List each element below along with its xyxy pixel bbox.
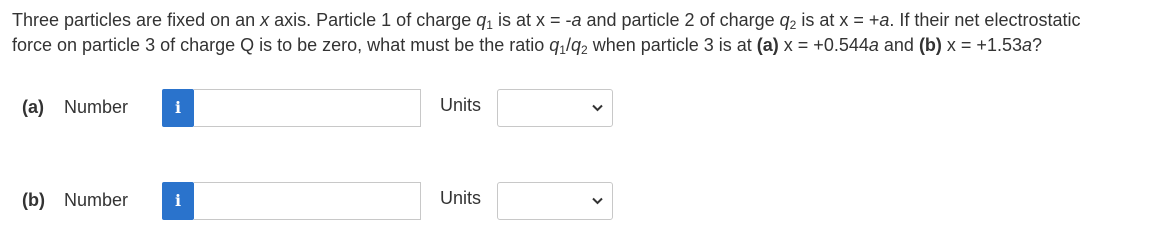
part-label-a: (a) bbox=[22, 97, 44, 117]
answer-row-a bbox=[0, 87, 1157, 129]
units-label-b: Units bbox=[440, 188, 482, 208]
number-input-a[interactable] bbox=[194, 89, 421, 127]
units-label-a: Units bbox=[440, 95, 482, 115]
units-select-a[interactable] bbox=[497, 89, 613, 127]
answer-row-b bbox=[0, 180, 1157, 222]
number-label-b: Number bbox=[64, 190, 129, 210]
units-select-b[interactable] bbox=[497, 182, 613, 220]
info-icon[interactable]: i bbox=[162, 182, 194, 220]
number-label-a: Number bbox=[64, 97, 129, 117]
part-label-b: (b) bbox=[22, 190, 45, 210]
chevron-down-icon bbox=[592, 197, 603, 205]
number-input-b[interactable] bbox=[194, 182, 421, 220]
question-text: Three particles are fixed on an x axis. Particle 1 of charge $q_1$ is at x = -a and particle 2 of charge $q_2$ is at x = +a. If their net electrostatic force on particle 3 of charge Q is to be zero, what must be the ratio $q_1/q_2$ when particle 3 is at (a) x = +0.544a and (b) x = +1.53a? bbox=[12, 10, 1081, 57]
info-icon[interactable]: i bbox=[162, 89, 194, 127]
chevron-down-icon bbox=[592, 104, 603, 112]
